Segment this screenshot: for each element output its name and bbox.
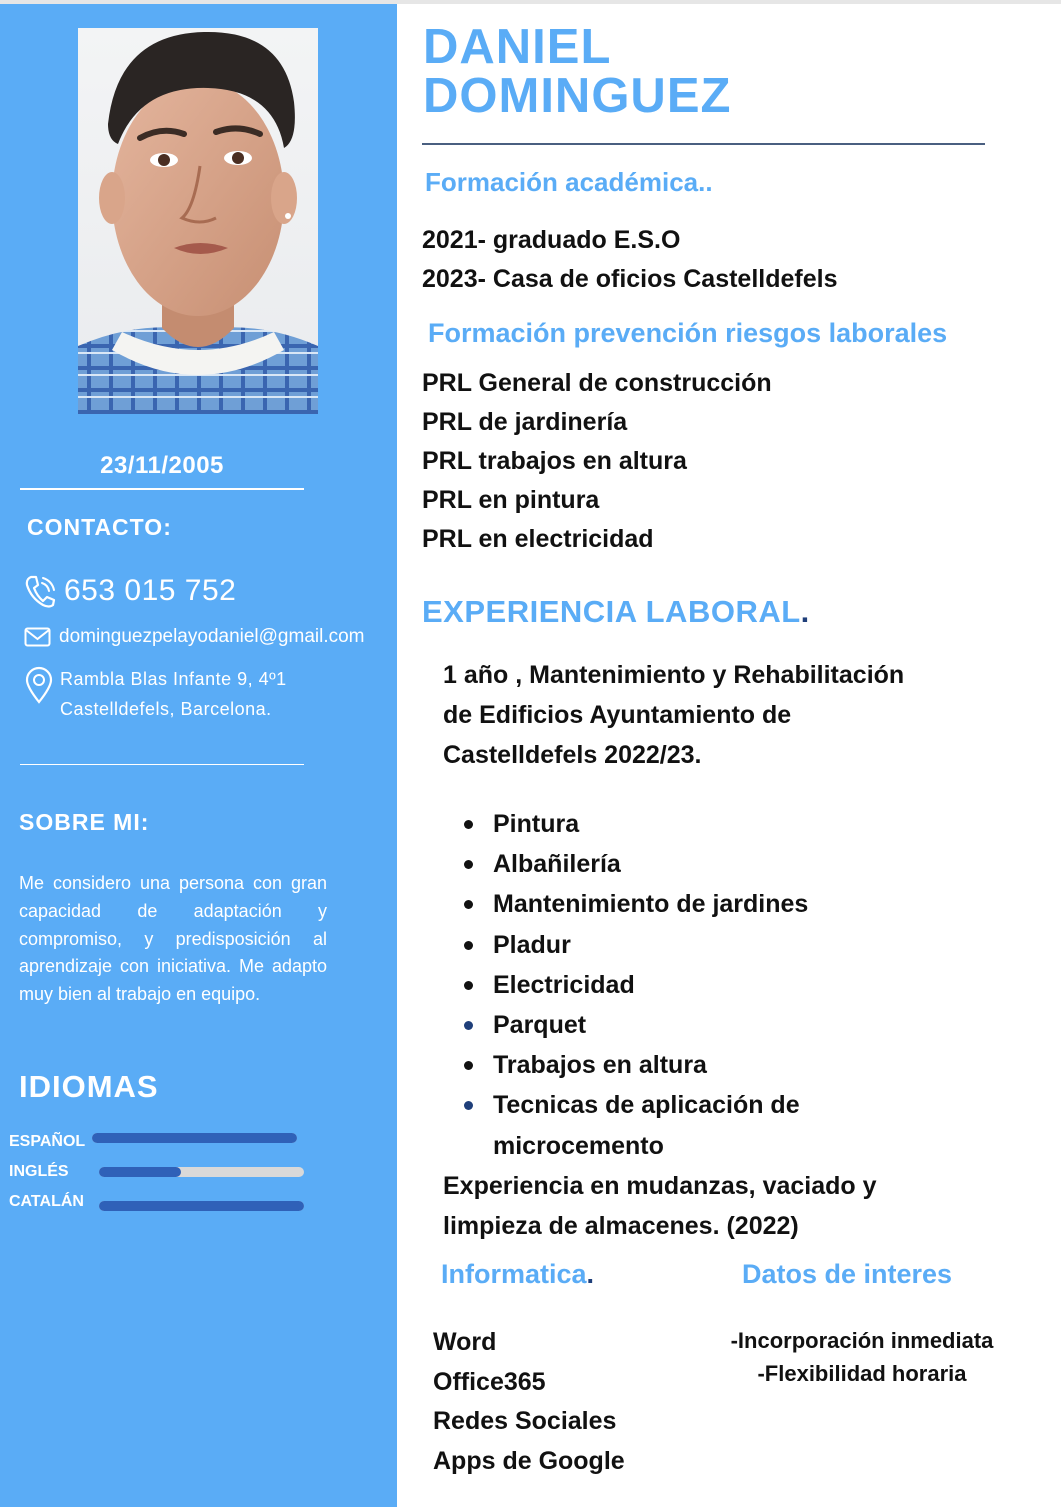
language-label-english: INGLÉS [9,1163,69,1180]
skill-item-line: Tecnicas de aplicación de [493,1091,800,1120]
languages-title: IDIOMAS [19,1069,159,1104]
informatica-title-dot: . [586,1259,595,1289]
extra-experience [443,1166,877,1246]
education-item: 2021- graduado E.S.O [422,226,681,254]
informatica-item: Word [433,1328,497,1356]
language-label-catalan: CATALÁN [9,1193,84,1210]
email-address[interactable]: dominguezpelayodaniel@gmail.com [59,626,365,647]
experience-title [422,594,810,630]
skill-item: Pintura [464,804,808,844]
datos-item: -Incorporación inmediata [730,1328,994,1353]
informatica-item: Redes Sociales [433,1407,617,1435]
datos-title: Datos de interes [742,1259,953,1289]
location-pin-icon [24,666,54,704]
about-text: Me considero una persona con gran capacidad de adaptación y compromiso, y predisposición al aprendizaje con iniciativa. Me adapto muy bien al trabajo en equipo. [19,873,327,1005]
informatica-title [441,1259,594,1290]
skill-item: Albañilería [464,844,808,884]
about-title: SOBRE MI: [19,809,150,835]
prl-title: Formación prevención riesgos laborales [428,318,948,348]
last-name: DOMINGUEZ [423,69,732,123]
birthdate: 23/11/2005 [100,452,224,479]
language-bar-catalan-fill [99,1201,304,1211]
informatica-title-text: Informatica [441,1259,587,1289]
phone-number[interactable]: 653 015 752 [64,574,237,607]
phone-row [24,571,236,611]
contact-title: CONTACTO: [27,514,172,540]
skill-item: Mantenimiento de jardines [464,884,808,924]
address-row [24,664,287,724]
language-bar-english [99,1167,304,1177]
phone-icon [24,573,56,609]
informatica-list [433,1323,625,1481]
language-label-spanish: ESPAÑOL [9,1133,86,1150]
datos-list [700,1324,1024,1390]
experience-description [443,655,904,775]
extra-experience-line: Experiencia en mudanzas, vaciado y [443,1172,877,1200]
experience-title-text: EXPERIENCIA LABORAL [422,594,801,629]
experience-skills-list [464,804,808,1166]
prl-item: PRL en electricidad [422,525,654,553]
skill-item: Electricidad [464,965,808,1005]
datos-item: -Flexibilidad horaria [757,1361,967,1386]
experience-line: Castelldefels 2022/23. [443,741,702,769]
experience-line: de Edificios Ayuntamiento de [443,701,792,729]
education-item: 2023- Casa de oficios Castelldefels [422,265,838,293]
language-bar-english-fill [99,1167,181,1177]
prl-item: PRL en pintura [422,486,600,514]
address-line2: Castelldefels, Barcelona. [60,699,272,719]
informatica-item: Apps de Google [433,1446,625,1475]
skill-item: Trabajos en altura [464,1045,808,1085]
language-bar-catalan [99,1201,304,1211]
extra-experience-line: limpieza de almacenes. (2022) [443,1212,799,1240]
informatica-item: Office365 [433,1367,546,1396]
sidebar-divider [20,488,304,490]
skill-item: Parquet [464,1005,808,1045]
prl-item: PRL de jardinería [422,408,628,436]
address-line1: Rambla Blas Infante 9, 4º1 [60,669,287,689]
address [60,664,287,724]
sidebar [0,4,397,1507]
experience-title-dot: . [800,594,810,629]
first-name: DANIEL [423,20,612,74]
full-name [423,20,732,123]
skill-item-line: microcemento [493,1131,664,1160]
skill-item [464,1085,808,1165]
prl-item: PRL trabajos en altura [422,447,687,475]
experience-line: 1 año , Mantenimiento y Rehabilitación [443,661,905,689]
name-divider [422,143,985,145]
education-title: Formación académica.. [425,167,713,197]
prl-item: PRL General de construcción [422,369,772,397]
skill-item: Pladur [464,925,808,965]
language-bar-spanish-fill [92,1133,297,1143]
sidebar-divider-2 [20,764,304,765]
email-row [24,624,365,650]
profile-photo [78,28,318,414]
envelope-icon [24,627,51,647]
language-bar-spanish [92,1133,297,1143]
